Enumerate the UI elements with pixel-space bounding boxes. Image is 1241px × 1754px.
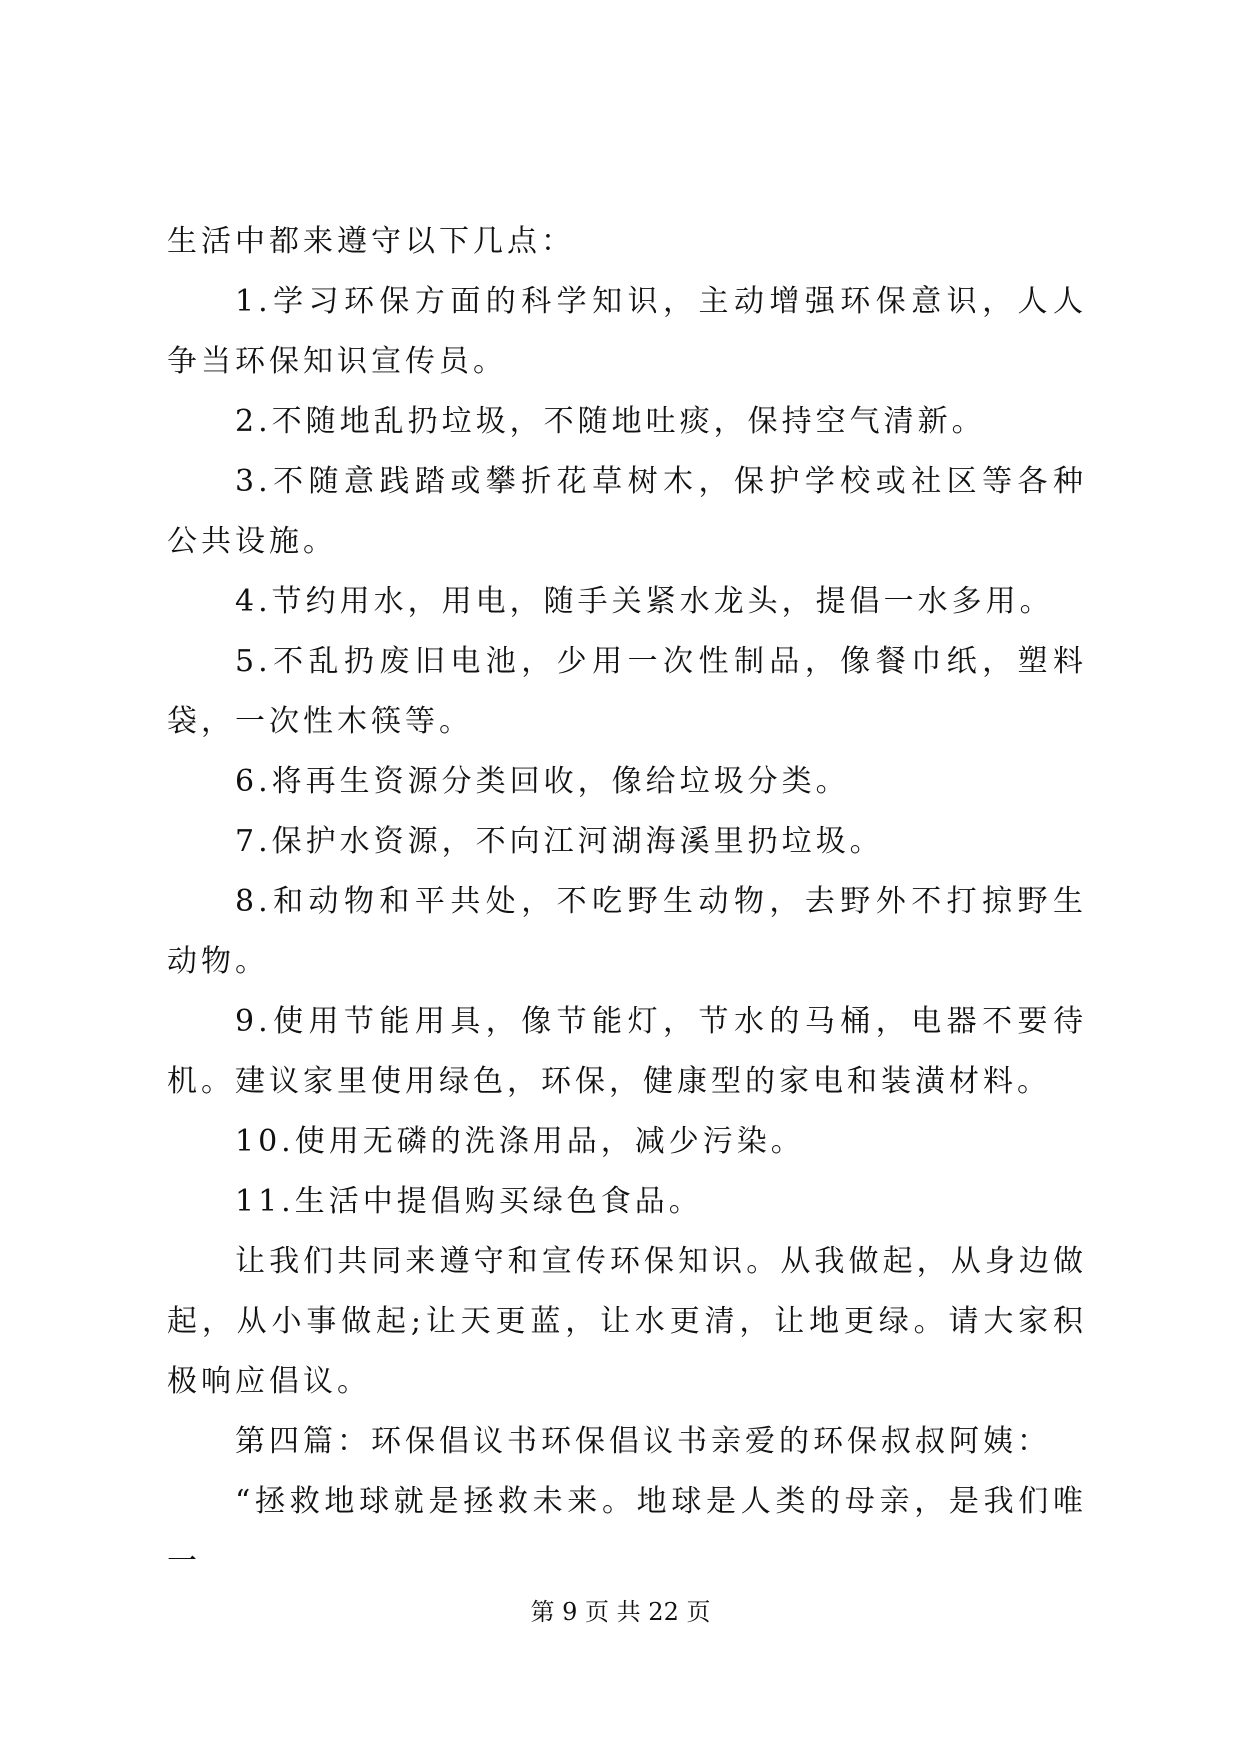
page-footer: 第 9 页 共 22 页 <box>530 1598 711 1626</box>
paragraph-item-4: 4.节约用水，用电，随手关紧水龙头，提倡一水多用。 <box>235 584 1054 619</box>
paragraph-item-6: 6.将再生资源分类回收，像给垃圾分类。 <box>235 764 850 799</box>
paragraph-item-9: 9.使用节能用具，像节能灯，节水的马桶，电器不要待机。建议家里使用绿色，环保，健康型的家电和装潢材料。 <box>167 1004 1087 1099</box>
document-body <box>167 212 1087 1592</box>
section-heading: 第四篇：环保倡议书环保倡议书亲爱的环保叔叔阿姨： <box>235 1424 1051 1459</box>
paragraph-item-3: 3.不随意践踏或攀折花草树木，保护学校或社区等各种公共设施。 <box>167 464 1087 559</box>
paragraph-item-1: 1.学习环保方面的科学知识，主动增强环保意识，人人争当环保知识宣传员。 <box>167 284 1087 379</box>
paragraph-item-5: 5.不乱扔废旧电池，少用一次性制品，像餐巾纸，塑料袋，一次性木筷等。 <box>167 644 1087 739</box>
paragraph-item-10: 10.使用无磷的洗涤用品，减少污染。 <box>235 1124 805 1159</box>
paragraph-item-11: 11.生活中提倡购买绿色食品。 <box>235 1184 703 1219</box>
paragraph-item-2: 2.不随地乱扔垃圾，不随地吐痰，保持空气清新。 <box>235 404 986 439</box>
paragraph-quote: “拯救地球就是拯救未来。地球是人类的母亲，是我们唯一 <box>167 1484 1087 1579</box>
paragraph-item-7: 7.保护水资源，不向江河湖海溪里扔垃圾。 <box>235 824 884 859</box>
paragraph-closing: 让我们共同来遵守和宣传环保知识。从我做起，从身边做起，从小事做起;让天更蓝，让水更清，让地更绿。请大家积极响应倡议。 <box>167 1244 1087 1399</box>
paragraph-item-8: 8.和动物和平共处，不吃野生动物，去野外不打掠野生动物。 <box>167 884 1087 979</box>
paragraph-intro: 生活中都来遵守以下几点： <box>167 224 575 259</box>
